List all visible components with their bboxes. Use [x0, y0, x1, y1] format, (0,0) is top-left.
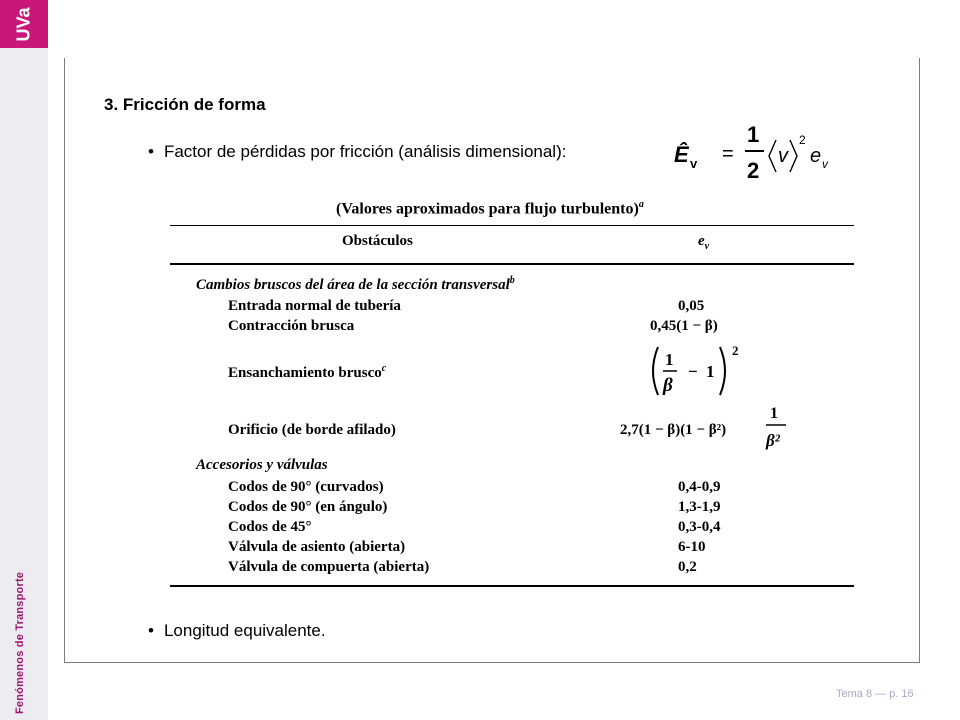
table-bottom-rule: [170, 585, 854, 587]
orifice-fraction-svg: [764, 400, 788, 454]
row-label: Válvula de compuerta (abierta): [228, 559, 430, 575]
formula-friction-loss: [670, 118, 840, 188]
row-value: 0,3-0,4: [678, 519, 721, 535]
course-title: Fenómenos de Transporte: [14, 571, 26, 714]
formula-num: 1: [747, 122, 760, 147]
formula-coef-sub: v: [822, 157, 828, 171]
row-label: [228, 363, 386, 382]
row-label: Codos de 90° (en ángulo): [228, 499, 388, 515]
column-header-ev: [698, 233, 709, 252]
page-number: Tema 8 — p. 16: [836, 688, 914, 700]
sidebar: [0, 0, 48, 720]
svg-text:1: 1: [665, 350, 674, 369]
table-caption: [336, 199, 644, 218]
formula-left-angle: [769, 140, 776, 172]
formula-exp: 2: [799, 133, 806, 147]
row-label-note: c: [381, 363, 387, 374]
column-header-ev-text: e: [698, 233, 705, 249]
row-label: Contracción brusca: [228, 318, 355, 334]
row-value: 1,3-1,9: [678, 499, 721, 515]
loss-factor-table: [170, 195, 860, 615]
row-label: Orificio (de borde afilado): [228, 422, 396, 438]
uva-logo: [0, 0, 48, 48]
formula-right-angle: [790, 140, 797, 172]
column-header-ev-sub: v: [704, 241, 710, 252]
formula-coef: e: [810, 145, 822, 167]
orifice-den: β²: [766, 431, 780, 450]
svg-text:β: β: [663, 375, 673, 396]
svg-text:−: −: [688, 362, 698, 381]
bullet-mark: •: [148, 142, 154, 161]
formula-den: 2: [747, 158, 760, 183]
table-caption-note: a: [638, 199, 644, 210]
row-label-text: Ensanchamiento brusco: [228, 365, 382, 381]
orifice-num: 1: [770, 405, 778, 422]
svg-text:2: 2: [732, 343, 739, 358]
table-top-rule: [170, 225, 854, 226]
section-abrupt-changes: [196, 275, 515, 294]
formula-lhs: Ê: [674, 142, 689, 167]
orifice-fraction: [764, 400, 788, 459]
row-value: 0,05: [678, 298, 705, 314]
formula-lhs-sub: v: [690, 156, 698, 171]
bullet-equivalent-length: [148, 621, 326, 641]
formula-equals: =: [722, 143, 734, 165]
table-header-rule: [170, 263, 854, 265]
formula-var: v: [778, 145, 788, 167]
svg-text:1: 1: [706, 362, 715, 381]
logo-text: UVa: [13, 6, 34, 42]
column-header-obstacles: Obstáculos: [342, 233, 413, 249]
row-value: 2,7(1 − β)(1 − β²): [620, 422, 727, 438]
row-label: Codos de 45°: [228, 519, 312, 535]
row-value: 0,2: [678, 559, 697, 575]
section-heading: 3. Fricción de forma: [104, 95, 266, 114]
section-fittings: Accesorios y válvulas: [196, 457, 328, 473]
row-value-expansion: [648, 339, 748, 406]
row-label: Codos de 90° (curvados): [228, 479, 384, 495]
row-label: Entrada normal de tubería: [228, 298, 401, 314]
bullet-text: Longitud equivalente.: [163, 621, 326, 640]
row-value: 0,45(1 − β): [650, 318, 718, 334]
row-value: 0,4-0,9: [678, 479, 721, 495]
bullet-mark: •: [148, 621, 154, 640]
bullet-text: Factor de pérdidas por fricción (análisis dimensional):: [163, 142, 567, 161]
row-value: 6-10: [678, 539, 706, 555]
bullet-loss-factor: [148, 142, 566, 162]
row-label: Válvula de asiento (abierta): [228, 539, 406, 555]
section-abrupt-changes-text: Cambios bruscos del área de la sección transversal: [196, 277, 510, 293]
expansion-formula: [648, 339, 748, 401]
section-abrupt-changes-note: b: [509, 275, 515, 286]
table-caption-text: (Valores aproximados para flujo turbulento): [336, 200, 639, 218]
